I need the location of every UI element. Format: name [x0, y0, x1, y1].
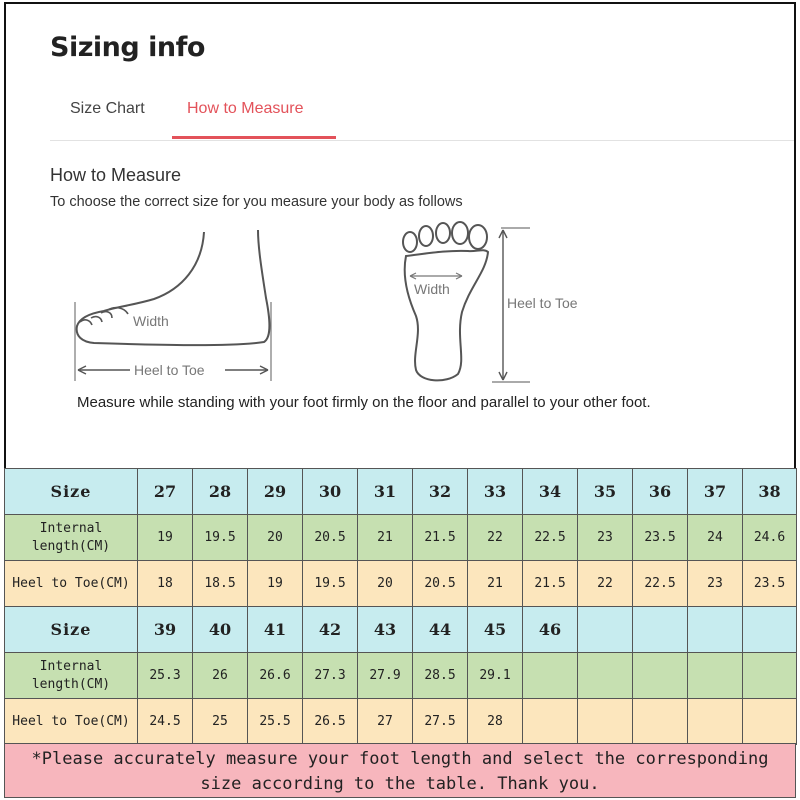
internal-length-cell: 21 [358, 515, 413, 561]
internal-label-line1: Internal [39, 520, 103, 536]
tab-how-to-measure[interactable]: How to Measure [187, 100, 304, 117]
size-cell [633, 607, 688, 653]
measure-note: Measure while standing with your foot firmly on the floor and parallel to your other foot. [77, 394, 651, 411]
heel-to-toe-cell: 20 [358, 561, 413, 607]
heel-to-toe-cell: 27.5 [413, 699, 468, 745]
internal-length-label [5, 515, 138, 561]
internal-length-cell: 23 [578, 515, 633, 561]
tab-size-chart[interactable]: Size Chart [70, 100, 145, 117]
heel-to-toe-cell: 21.5 [523, 561, 578, 607]
heel-to-toe-label: Heel to Toe(CM) [5, 699, 138, 745]
internal-length-cell: 24 [688, 515, 743, 561]
internal-length-label [5, 653, 138, 699]
size-cell: 27 [138, 469, 193, 515]
internal-length-cell: 19 [138, 515, 193, 561]
side-width-label: Width [133, 313, 169, 329]
size-cell: 32 [413, 469, 468, 515]
internal-length-cell: 25.3 [138, 653, 193, 699]
internal-length-cell: 22 [468, 515, 523, 561]
heel-to-toe-cell [743, 699, 797, 745]
internal-length-cell: 26.6 [248, 653, 303, 699]
heel-to-toe-cell: 26.5 [303, 699, 358, 745]
size-cell: 44 [413, 607, 468, 653]
size-cell: 43 [358, 607, 413, 653]
size-row [5, 607, 797, 653]
internal-length-row [5, 515, 797, 561]
size-cell [688, 607, 743, 653]
internal-label-line2: length(CM) [31, 538, 111, 554]
heel-to-toe-cell: 21 [468, 561, 523, 607]
internal-length-cell [523, 653, 578, 699]
heel-to-toe-cell: 28 [468, 699, 523, 745]
sole-heel-to-toe-label: Heel to Toe [507, 295, 578, 311]
size-cell: 36 [633, 469, 688, 515]
internal-length-cell: 24.6 [743, 515, 797, 561]
internal-length-cell: 22.5 [523, 515, 578, 561]
size-table [4, 468, 797, 745]
heel-to-toe-cell [688, 699, 743, 745]
internal-length-cell: 20.5 [303, 515, 358, 561]
heel-to-toe-label: Heel to Toe(CM) [5, 561, 138, 607]
heel-to-toe-cell: 18 [138, 561, 193, 607]
size-cell: 30 [303, 469, 358, 515]
heel-to-toe-cell: 25 [193, 699, 248, 745]
internal-length-cell: 23.5 [633, 515, 688, 561]
internal-label-line2: length(CM) [31, 676, 111, 692]
heel-to-toe-row [5, 561, 797, 607]
heel-to-toe-cell: 22 [578, 561, 633, 607]
heel-to-toe-cell: 22.5 [633, 561, 688, 607]
heel-to-toe-cell [578, 699, 633, 745]
page-title: Sizing info [50, 32, 205, 63]
size-cell: 42 [303, 607, 358, 653]
size-cell: 29 [248, 469, 303, 515]
sizing-info-panel [4, 2, 796, 468]
size-cell: 39 [138, 607, 193, 653]
size-row-label: Size [5, 469, 138, 515]
size-row-label: Size [5, 607, 138, 653]
size-cell: 34 [523, 469, 578, 515]
heel-to-toe-cell: 23 [688, 561, 743, 607]
heel-to-toe-cell: 24.5 [138, 699, 193, 745]
size-cell: 46 [523, 607, 578, 653]
internal-length-cell [688, 653, 743, 699]
internal-length-cell: 27.3 [303, 653, 358, 699]
internal-length-cell: 19.5 [193, 515, 248, 561]
size-cell: 40 [193, 607, 248, 653]
size-cell: 35 [578, 469, 633, 515]
heel-to-toe-cell: 20.5 [413, 561, 468, 607]
size-cell: 31 [358, 469, 413, 515]
footer-note [4, 743, 796, 798]
size-cell: 41 [248, 607, 303, 653]
internal-length-cell: 27.9 [358, 653, 413, 699]
side-view-foot [75, 230, 271, 381]
heel-to-toe-cell: 19.5 [303, 561, 358, 607]
heel-to-toe-cell [523, 699, 578, 745]
internal-length-cell: 28.5 [413, 653, 468, 699]
footer-line-2: size according to the table. Thank you. [200, 774, 600, 794]
internal-length-cell [743, 653, 797, 699]
size-cell [743, 607, 797, 653]
internal-length-row [5, 653, 797, 699]
internal-length-cell [578, 653, 633, 699]
heel-to-toe-cell [633, 699, 688, 745]
internal-length-cell: 21.5 [413, 515, 468, 561]
heel-to-toe-cell: 18.5 [193, 561, 248, 607]
section-subtitle: To choose the correct size for you measure your body as follows [50, 194, 463, 210]
internal-label-line1: Internal [39, 658, 103, 674]
internal-length-cell [633, 653, 688, 699]
size-cell [578, 607, 633, 653]
internal-length-cell: 26 [193, 653, 248, 699]
heel-to-toe-cell: 27 [358, 699, 413, 745]
size-cell: 37 [688, 469, 743, 515]
heel-to-toe-cell: 25.5 [248, 699, 303, 745]
size-cell: 33 [468, 469, 523, 515]
size-cell: 38 [743, 469, 797, 515]
section-heading: How to Measure [50, 165, 182, 185]
size-cell: 28 [193, 469, 248, 515]
heel-to-toe-row [5, 699, 797, 745]
sole-width-label: Width [414, 281, 450, 297]
internal-length-cell: 20 [248, 515, 303, 561]
internal-length-cell: 29.1 [468, 653, 523, 699]
heel-to-toe-cell: 23.5 [743, 561, 797, 607]
size-row [5, 469, 797, 515]
side-heel-to-toe-label: Heel to Toe [134, 362, 205, 378]
footer-line-1: *Please accurately measure your foot length and select the corresponding [31, 749, 769, 769]
size-cell: 45 [468, 607, 523, 653]
heel-to-toe-cell: 19 [248, 561, 303, 607]
